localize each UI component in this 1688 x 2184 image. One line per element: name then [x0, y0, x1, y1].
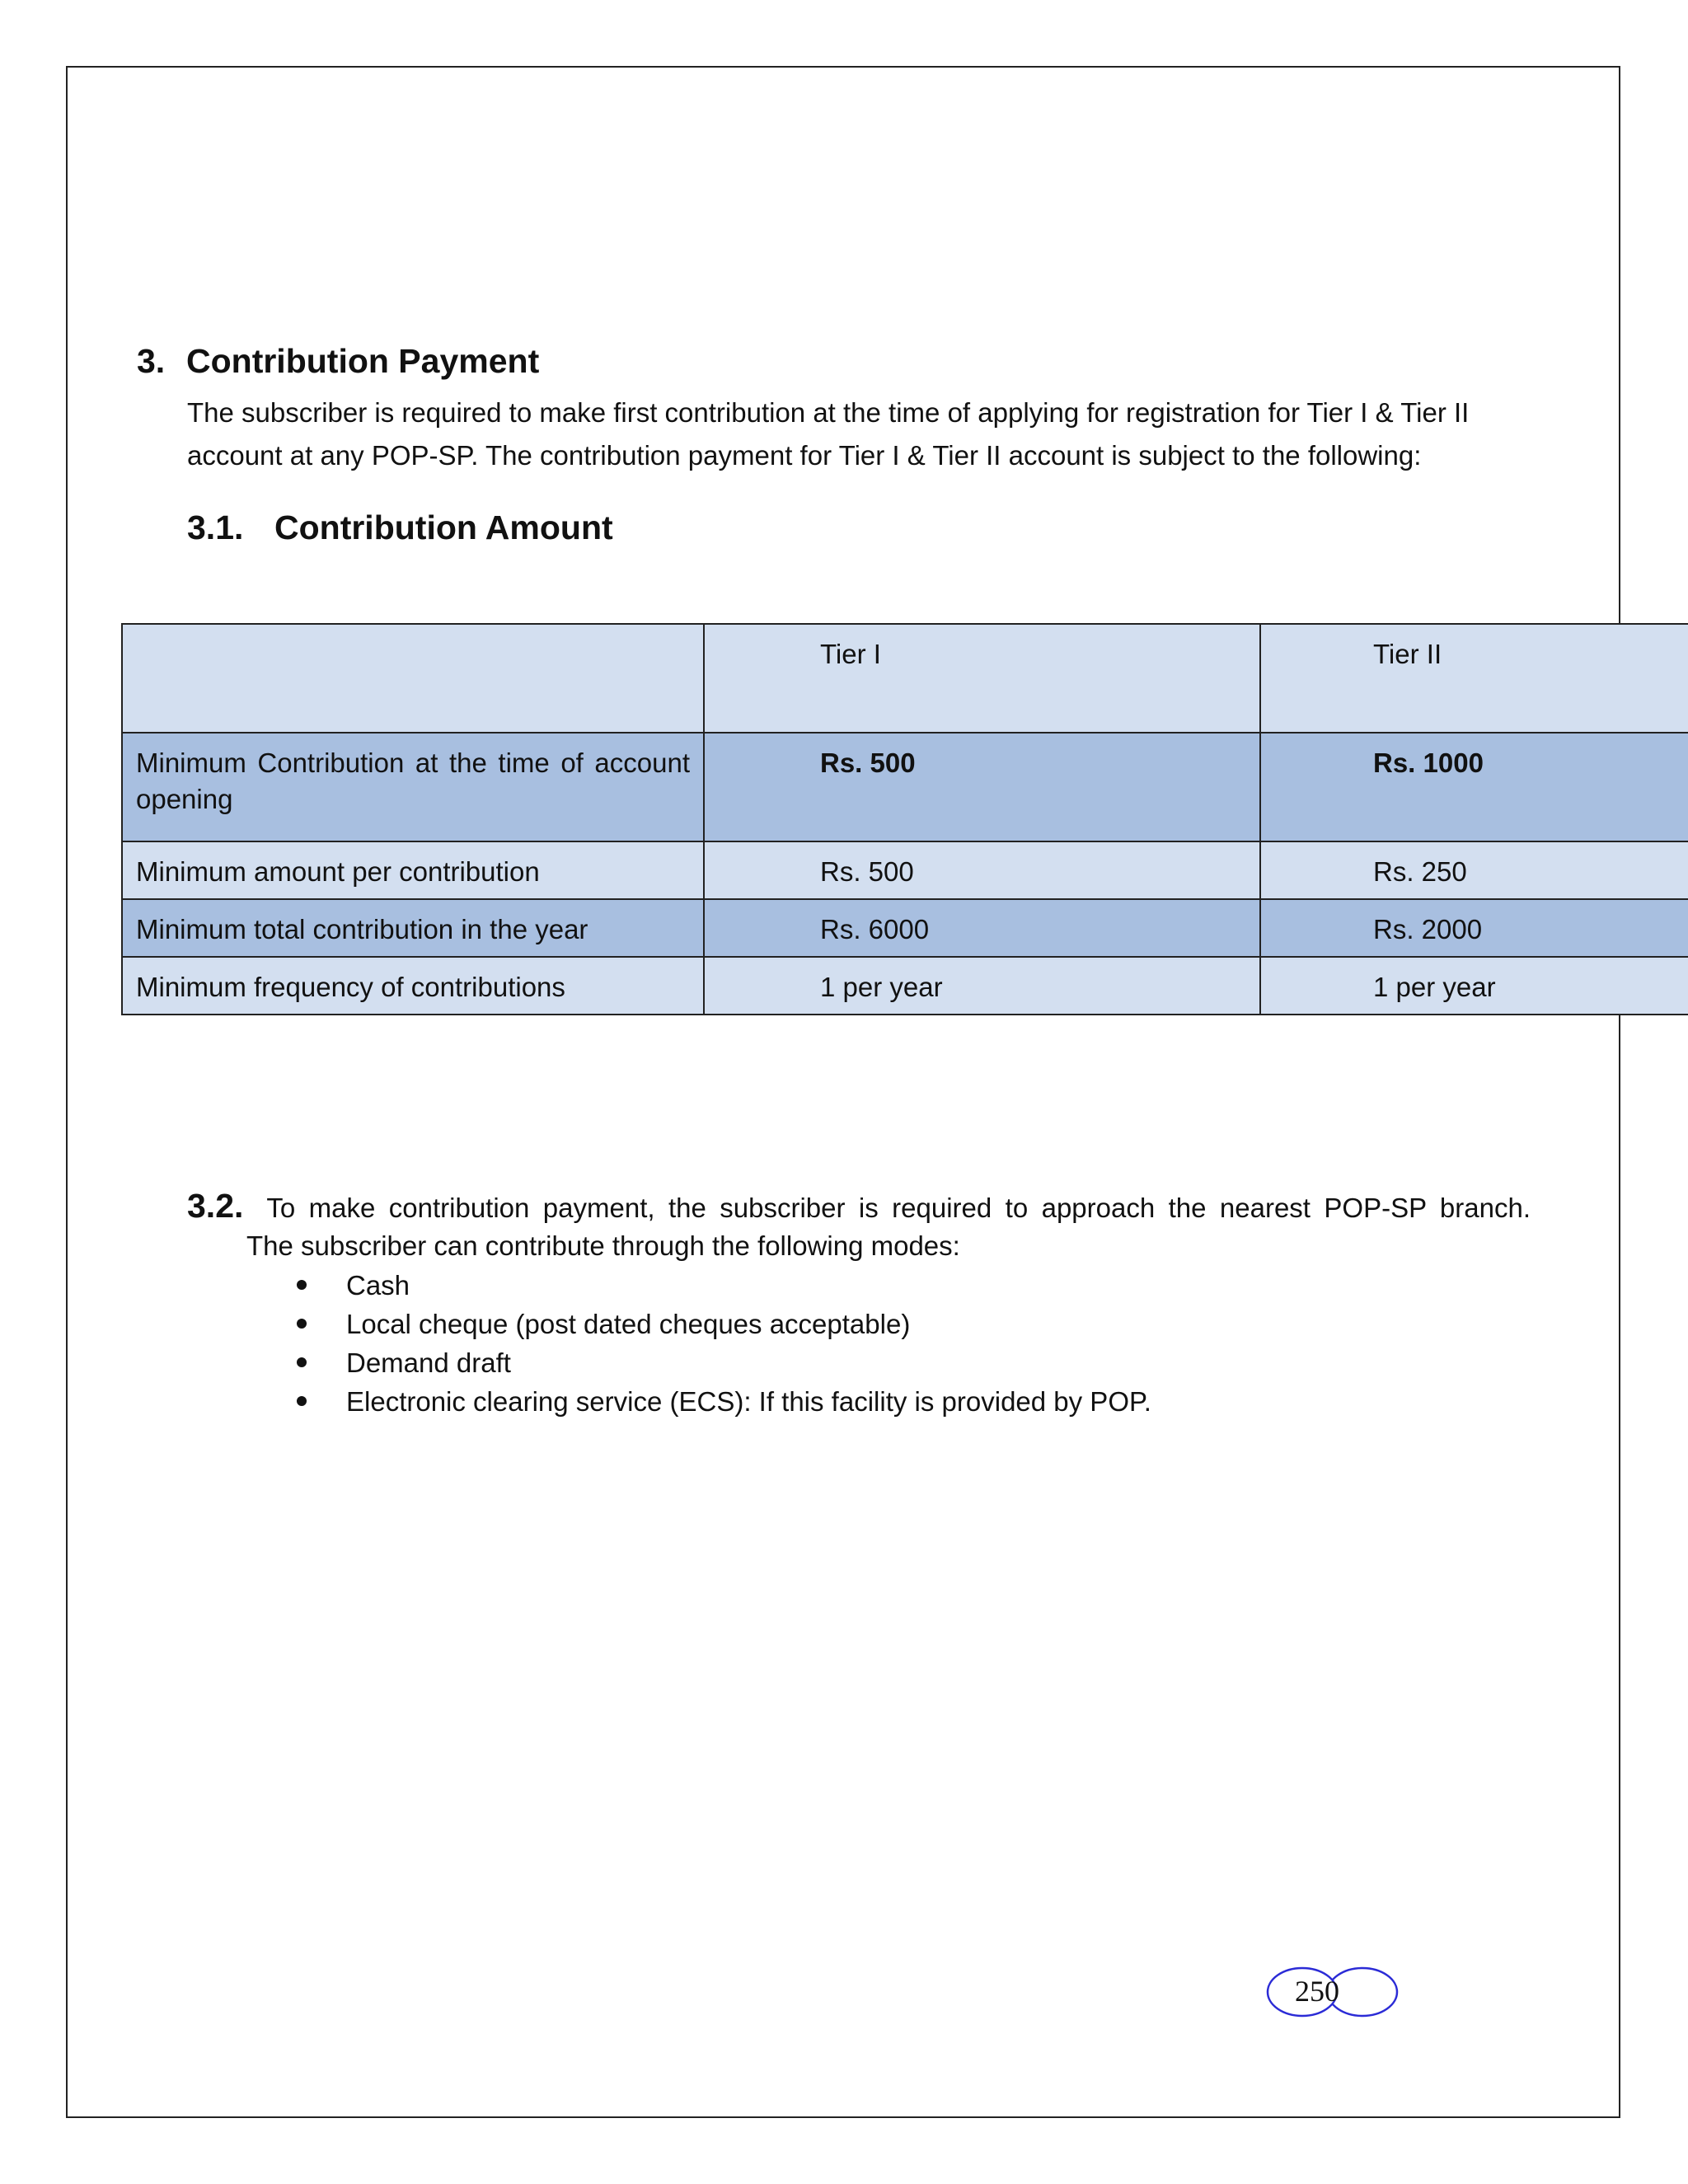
table-row: [122, 899, 1688, 957]
header-cell-tier-1: Tier I: [704, 624, 1260, 733]
section-3-2-line-1: To make contribution payment, the subscriber is required to approach the nearest POP-SP branch.: [266, 1193, 1531, 1223]
row-label: Minimum frequency of contributions: [122, 957, 704, 1015]
page-number: 250: [1295, 1975, 1339, 2008]
section-3-heading: [137, 342, 539, 381]
section-3-title: Contribution Payment: [186, 342, 540, 380]
tier-1-value: 1 per year: [704, 957, 1260, 1015]
row-label: Minimum total contribution in the year: [122, 899, 704, 957]
tier-1-value: Rs. 500: [704, 733, 1260, 841]
row-label: Minimum Contribution at the time of account opening: [122, 733, 704, 841]
table-header-row: [122, 624, 1688, 733]
tier-1-value: Rs. 6000: [704, 899, 1260, 957]
tier-1-value: Rs. 500: [704, 841, 1260, 899]
section-3-1-heading: [187, 509, 613, 547]
tier-2-value: Rs. 1000: [1260, 733, 1688, 841]
list-item: [272, 1343, 1151, 1382]
section-3-paragraph: The subscriber is required to make first contribution at the time of applying for registration for Tier I & Tier II account at any POP-SP. The contribution payment for Tier I & Tier II account is subject to the following:: [187, 397, 1470, 471]
row-label: Minimum amount per contribution: [122, 841, 704, 899]
section-3-2-line-2: The subscriber can contribute through the following modes:: [246, 1230, 960, 1261]
section-3-2-first-line: [187, 1187, 1531, 1227]
mode-label: Electronic clearing service (ECS): If this facility is provided by POP.: [346, 1386, 1151, 1417]
list-item: [272, 1266, 1151, 1305]
contribution-amount-table: [121, 623, 1688, 1015]
list-item: [272, 1305, 1151, 1343]
tier-2-value: 1 per year: [1260, 957, 1688, 1015]
list-item: [272, 1382, 1151, 1421]
tier-2-value: Rs. 250: [1260, 841, 1688, 899]
section-3-2-number: 3.2.: [187, 1187, 244, 1225]
section-3-number: 3.: [137, 342, 166, 380]
header-cell-tier-2: Tier II: [1260, 624, 1688, 733]
header-cell-empty: [122, 624, 704, 733]
bullet-icon: [297, 1280, 307, 1290]
table-row: [122, 841, 1688, 899]
section-3-1-title: Contribution Amount: [274, 509, 613, 546]
mode-label: Demand draft: [346, 1347, 511, 1378]
table-row: [122, 957, 1688, 1015]
bullet-icon: [297, 1357, 307, 1367]
mode-label: Local cheque (post dated cheques acceptable): [346, 1309, 911, 1339]
bullet-icon: [297, 1319, 307, 1329]
table-row: [122, 733, 1688, 841]
section-3-2: [187, 1187, 1531, 1265]
page-number-badge: [1265, 1966, 1401, 2019]
bullet-icon: [297, 1396, 307, 1406]
mode-label: Cash: [346, 1270, 410, 1301]
payment-modes-list: [272, 1266, 1151, 1421]
section-3-1-number: 3.1.: [187, 509, 244, 546]
tier-2-value: Rs. 2000: [1260, 899, 1688, 957]
